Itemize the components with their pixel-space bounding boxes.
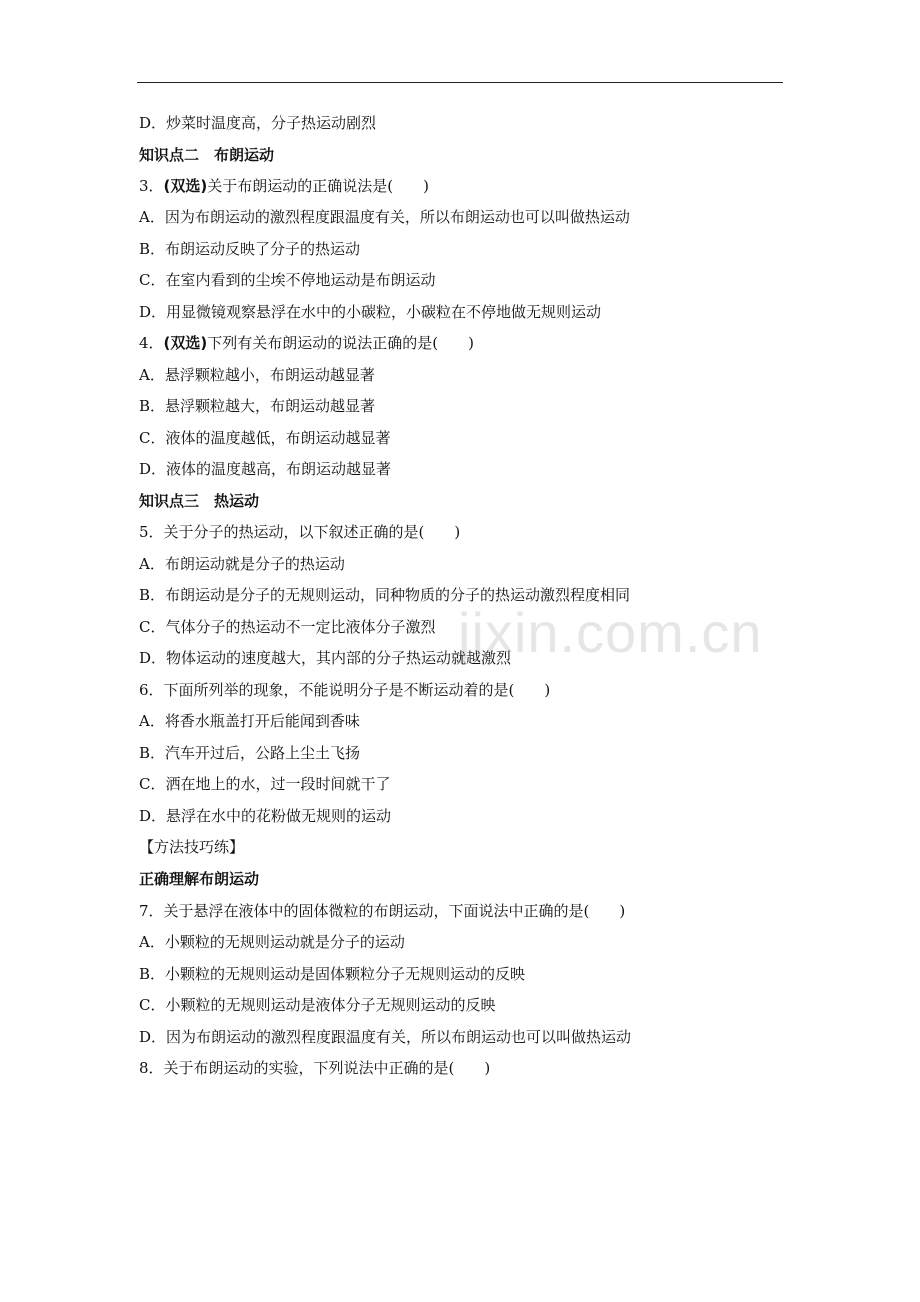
q7-stem: 7．关于悬浮在液体中的固体微粒的布朗运动，下面说法中正确的是( ) [139,902,626,920]
q5-option-d: D．物体运动的速度越大，其内部的分子热运动就越激烈 [139,649,512,667]
q5-stem: 5．关于分子的热运动，以下叙述正确的是( ) [139,523,461,541]
q3-stem: 3．(双选)关于布朗运动的正确说法是( ) [139,177,429,195]
q4-option-d: D．液体的温度越高，布朗运动越显著 [139,460,392,478]
q3-double-choice-tag: (双选) [163,177,208,195]
q3-option-c: C．在室内看到的尘埃不停地运动是布朗运动 [139,271,436,289]
subsection-heading: 正确理解布朗运动 [139,870,260,888]
q7-option-b: B．小颗粒的无规则运动是固体颗粒分子无规则运动的反映 [139,965,526,983]
q6-option-c: C．洒在地上的水，过一段时间就干了 [139,775,391,793]
watermark: jixin.com.cn [458,601,763,664]
q3-option-a: A．因为布朗运动的激烈程度跟温度有关，所以布朗运动也可以叫做热运动 [139,208,630,226]
q6-option-b: B．汽车开过后，公路上尘土飞扬 [139,744,361,762]
q5-option-b: B．布朗运动是分子的无规则运动，同种物质的分子的热运动激烈程度相同 [139,586,631,604]
q5-option-c: C．气体分子的热运动不一定比液体分子激烈 [139,618,436,636]
q6-option-d: D．悬浮在水中的花粉做无规则的运动 [139,807,392,825]
header-rule [137,82,783,83]
q7-option-c: C．小颗粒的无规则运动是液体分子无规则运动的反映 [139,996,496,1014]
q7-option-a: A．小颗粒的无规则运动就是分子的运动 [139,933,405,951]
q3-option-d: D．用显微镜观察悬浮在水中的小碳粒，小碳粒在不停地做无规则运动 [139,303,602,321]
q4-stem: 4．(双选)下列有关布朗运动的说法正确的是( ) [139,334,474,352]
q6-stem: 6．下面所列举的现象，不能说明分子是不断运动着的是( ) [139,681,551,699]
q7-option-d: D．因为布朗运动的激烈程度跟温度有关，所以布朗运动也可以叫做热运动 [139,1028,632,1046]
q4-option-a: A．悬浮颗粒越小，布朗运动越显著 [139,366,375,384]
q4-option-b: B．悬浮颗粒越大，布朗运动越显著 [139,397,376,415]
section-heading-thermal: 知识点三 热运动 [139,492,260,510]
q3-option-b: B．布朗运动反映了分子的热运动 [139,240,361,258]
section-heading-brownian: 知识点二 布朗运动 [139,146,275,164]
q2-option-d: D．炒菜时温度高，分子热运动剧烈 [139,114,377,132]
q5-option-a: A．布朗运动就是分子的热运动 [139,555,345,573]
q6-option-a: A．将香水瓶盖打开后能闻到香味 [139,712,360,730]
q8-stem: 8．关于布朗运动的实验，下列说法中正确的是( ) [139,1059,491,1077]
q4-double-choice-tag: (双选) [163,334,208,352]
q4-option-c: C．液体的温度越低，布朗运动越显著 [139,429,391,447]
section-heading-methods: 【方法技巧练】 [139,838,245,856]
